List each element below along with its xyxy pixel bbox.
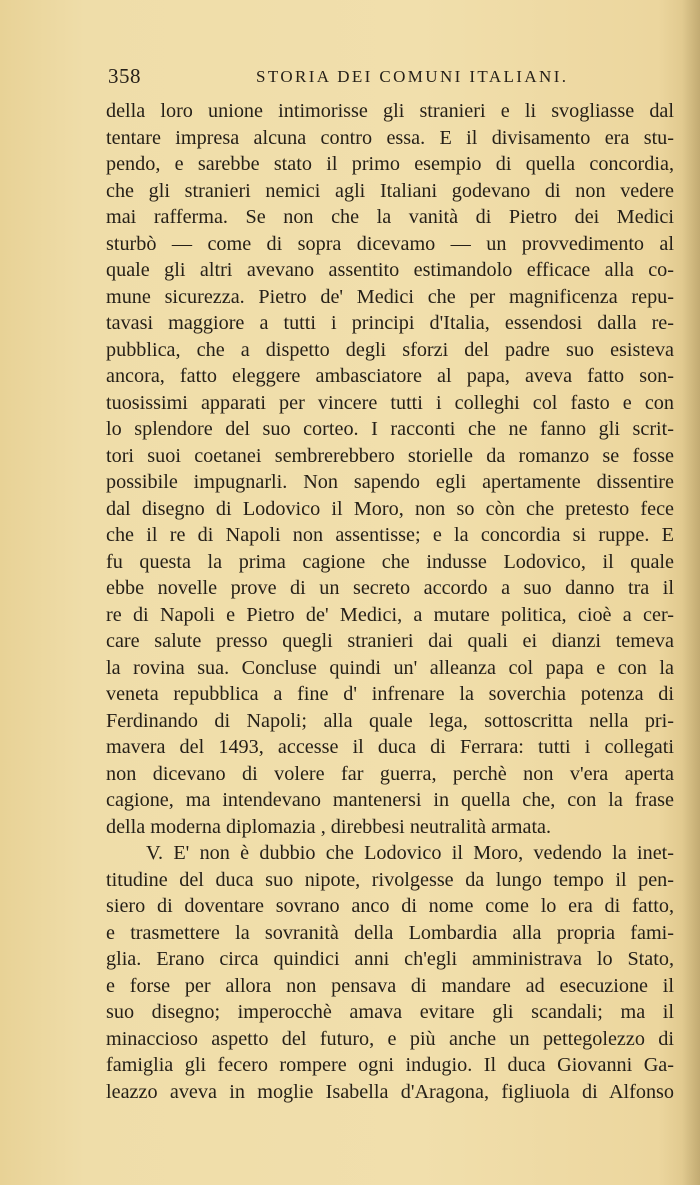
- text-line: la rovina sua. Concluse quindi un' alleanza col papa e con la: [106, 656, 674, 679]
- text-line: pubblica, che a dispetto degli sforzi del padre suo esisteva: [106, 338, 674, 361]
- text-line: mavera del 1493, accesse il duca di Ferrara: tutti i collegati: [106, 736, 674, 758]
- text-line: siero di doventare sovrano anco di nome come lo era di fatto,: [106, 895, 674, 917]
- text-line: lo splendore del suo corteo. I racconti che ne fanno gli scrit-: [106, 418, 674, 440]
- text-line: fu questa la prima cagione che indusse Lodovico, il quale: [106, 550, 674, 573]
- text-line: titudine del duca suo nipote, rivolgesse da lungo tempo il pen-: [106, 868, 674, 891]
- text-line: care salute presso quegli stranieri dai quali ei dianzi temeva: [106, 630, 674, 652]
- text-line: pendo, e sarebbe stato il primo esempio di quella concordia,: [106, 153, 674, 175]
- text-line: suo disegno; imperocchè amava evitare gli scandali; ma il: [106, 1001, 674, 1023]
- text-line: e trasmettere la sovranità della Lombardia alla propria fami-: [106, 921, 674, 944]
- text-line: della moderna diplomazia , direbbesi neutralità armata.: [106, 815, 552, 838]
- text-line: tori suoi coetanei sembrerebbero storielle da romanzo se fosse: [106, 444, 674, 467]
- text-line: Ferdinando di Napoli; alla quale lega, sottoscritta nella pri-: [106, 709, 674, 732]
- text-line: glia. Erano circa quindici anni ch'egli amministrava lo Stato,: [106, 948, 674, 970]
- text-line: mune sicurezza. Pietro de' Medici che per magnificenza repu-: [106, 285, 674, 308]
- text-line: tuosissimi apparati per vincere tutti i colleghi col fasto e con: [106, 391, 674, 414]
- text-line: non dicevano di volere far guerra, perchè non v'era aperta: [106, 762, 674, 785]
- text-line: dal disegno di Lodovico il Moro, non so còn che pretesto fece: [106, 497, 674, 520]
- text-line: della loro unione intimorisse gli stranieri e li svogliasse dal: [106, 100, 674, 122]
- text-line: minaccioso aspetto del futuro, e più anche un pettegolezzo di: [106, 1027, 674, 1050]
- page-edge-shadow: [682, 0, 700, 1185]
- text-line: re di Napoli e Pietro de' Medici, a mutare politica, cioè a cer-: [106, 603, 674, 626]
- page-header: [108, 64, 676, 90]
- text-line: che il re di Napoli non assentisse; e la concordia si ruppe. E: [106, 524, 674, 546]
- text-line: ancora, fatto eleggere ambasciatore al papa, aveva fatto son-: [106, 365, 674, 387]
- text-line: famiglia gli fecero rompere ogni indugio. Il duca Giovanni Ga-: [106, 1054, 674, 1076]
- text-line: mai rafferma. Se non che la vanità di Pietro dei Medici: [106, 206, 674, 228]
- body-text: [106, 98, 674, 1105]
- text-line: cagione, ma intendevano mantenersi in quella che, con la frase: [106, 789, 674, 811]
- text-line: veneta repubblica a fine d' infrenare la soverchia potenza di: [106, 683, 674, 705]
- text-line: e forse per allora non pensava di mandare ad esecuzione il: [106, 974, 674, 997]
- text-line: quale gli altri avevano assentito estimandolo efficace alla co-: [106, 259, 674, 281]
- text-line: tentare impresa alcuna contro essa. E il divisamento era stu-: [106, 126, 674, 149]
- text-line: leazzo aveva in moglie Isabella d'Aragona, figliuola di Alfonso: [106, 1080, 674, 1103]
- running-title: STORIA DEI COMUNI ITALIANI.: [256, 67, 569, 86]
- text-line: ebbe novelle prove di un secreto accordo a suo danno tra il: [106, 577, 674, 599]
- text-line-paragraph-start: V. E' non è dubbio che Lodovico il Moro, vedendo la inet-: [146, 842, 674, 864]
- text-line: tavasi maggiore a tutti i principi d'Italia, essendosi dalla re-: [106, 312, 674, 334]
- page-number: 358: [108, 64, 141, 88]
- text-line: sturbò — come di sopra dicevamo — un provvedimento al: [106, 232, 674, 255]
- text-line: che gli stranieri nemici agli Italiani godevano di non vedere: [106, 179, 674, 202]
- text-line: possibile impugnarli. Non sapendo egli apertamente dissentire: [106, 471, 674, 493]
